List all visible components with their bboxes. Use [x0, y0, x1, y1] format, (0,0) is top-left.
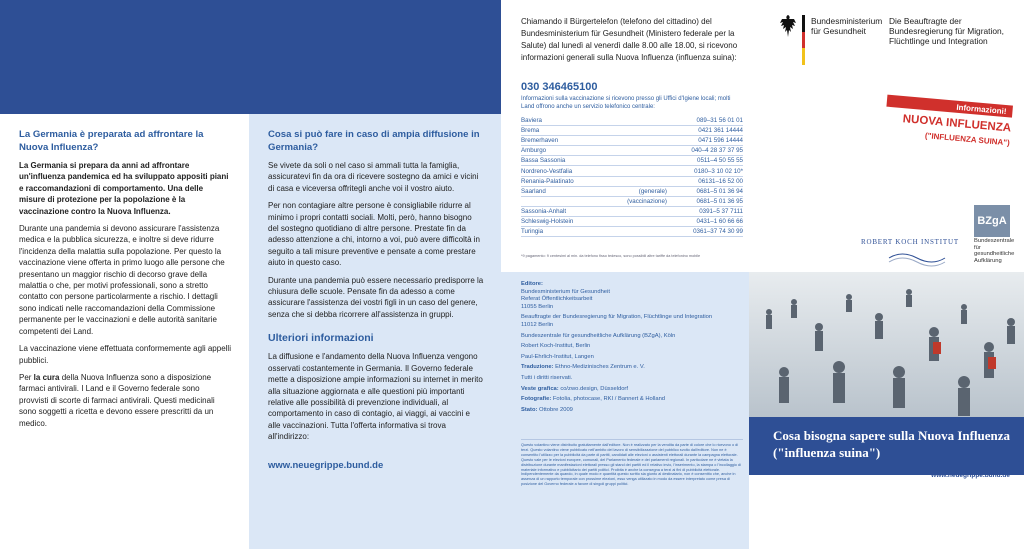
top-color-band	[249, 0, 501, 114]
hotline-phone[interactable]: 0681–5 01 36 95	[667, 196, 743, 206]
hotline-qualifier	[604, 206, 667, 216]
paragraph: Per la cura della Nuova Influenza sono a disposizione farmaci antivirali. I Land e il Governo federale sono provvisti di scorte di farmaci antivirali. Questi medicinali sono soggetti a ricetta e devono essere prescritti da un medico.	[19, 372, 215, 428]
paragraph: Per non contagiare altre persone è consigliabile ridurre al minimo i propri contatti sociali. Molti, però, hanno bisogno del sostegno quotidiano di altre persone. Prestate fin da adesso attenzione a chi, intorno a voi, può avere difficoltà in seguito a tali misure preventive e pensate a come prestare aiuto in questo caso.	[268, 201, 480, 268]
hotline-qualifier: (generale)	[604, 186, 667, 196]
imprint-line: 11012 Berlin	[521, 321, 554, 328]
stamp-label: Informazioni!	[886, 95, 1013, 118]
section-heading: Ulteriori informazioni	[268, 332, 374, 345]
hotline-qualifier	[604, 126, 667, 136]
imprint-line: Referat Öffentlichkeitsarbeit	[521, 296, 593, 303]
hotline-row	[521, 126, 743, 136]
imprint-label: Editore:	[521, 281, 543, 287]
hotline-phone[interactable]: 0511–4 50 55 55	[667, 156, 743, 166]
hotline-row	[521, 216, 743, 226]
imprint-line: Paul-Ehrlich-Institut, Langen	[521, 353, 594, 360]
paragraph: La vaccinazione viene effettuata conformemente agli appelli pubblici.	[19, 344, 231, 365]
hotline-qualifier	[604, 227, 667, 237]
crowd-photo	[749, 272, 1024, 417]
hotline-row	[521, 176, 743, 186]
hotline-state: Baviera	[521, 116, 604, 126]
hotline-row	[521, 196, 743, 206]
hotline-table	[521, 116, 743, 237]
hotline-intro: Chiamando il Bürgertelefon (telefono del cittadino) del Bundesministerium für Gesundheit (Ministero federale per la Salute) dal lunedì al venerdì dalle 8.00 alle 18.00, si ricevono informazioni generali sulla Nuova Influenza (influenza suina):	[521, 17, 738, 62]
hotline-state: Amburgo	[521, 146, 604, 156]
brochure-title: Cosa bisogna sapere sulla Nuova Influenza ("influenza suina")	[773, 428, 1011, 460]
top-color-band	[0, 0, 249, 114]
federal-eagle-icon	[779, 14, 797, 38]
hotline-state: Bremerhaven	[521, 136, 604, 146]
imprint-box	[501, 272, 749, 549]
hotline-phone[interactable]: 06131–16 52 00	[667, 176, 743, 186]
hotline-qualifier	[604, 166, 667, 176]
hotline-row	[521, 166, 743, 176]
panel-cover	[749, 0, 1024, 549]
panel-contacts	[501, 0, 749, 549]
hotline-phone[interactable]: 0421 361 14444	[667, 126, 743, 136]
hotline-phone[interactable]: 0681–5 01 36 94	[667, 186, 743, 196]
cover-url[interactable]: www.neuegrippe.bund.de	[931, 472, 1010, 479]
hotline-row	[521, 116, 743, 126]
hotline-state: Nordreno-Vestfalia	[521, 166, 604, 176]
hotline-qualifier: (vaccinazione)	[604, 196, 667, 206]
hotline-row	[521, 156, 743, 166]
hotline-row	[521, 146, 743, 156]
hotline-state: Turingia	[521, 227, 604, 237]
hotline-state	[521, 196, 604, 206]
info-stamp	[881, 95, 1013, 180]
ministry-name: Bundesministerium für Gesundheit	[811, 16, 883, 36]
footnote: *9 pagamento: 9 centesimi al min. da telefono fisso tedesco, sono possibili altre tariffe da telefonino mobile	[521, 254, 701, 258]
hotline-state: Renania-Palatinato	[521, 176, 604, 186]
imprint-line: Veste grafica: co/zwo.design, Düsseldorf	[521, 385, 628, 392]
imprint-line: Fotografie: Fotolia, photocase, RKI / Bannert & Holland	[521, 396, 666, 403]
hotline-phone[interactable]: 0471 596 14444	[667, 136, 743, 146]
paragraph: Durante una pandemia si devono assicurare l'assistenza medica e la pubblica sicurezza, e inoltre si deve ridurre l'incidenza della malattia sulla popolazione. Per questo la vaccinazione viene offerta in primo luogo alle persone che presentano un maggior rischio di decorso grave della malattia o che, per motivi professionali, sono a stretto contatto con persone particolarmente a rischio. I dettagli sono indicati nelle raccomandazioni della Commissione permanente per le vaccinazioni e delle autorità sanitarie competenti dei Land.	[19, 224, 225, 336]
stamp-subtitle: ("INFLUENZA SUINA")	[924, 131, 1011, 148]
commissioner-name: Die Beauftragte der Bundesregierung für Migration, Flüchtlinge und Integration	[889, 16, 1004, 46]
hotline-phone[interactable]: 0361–37 74 30 99	[667, 227, 743, 237]
imprint-line: 11055 Berlin	[521, 303, 554, 310]
website-link[interactable]: www.neuegrippe.bund.de	[268, 459, 384, 471]
bzga-logo: BZgA	[974, 205, 1010, 237]
hotline-qualifier	[604, 146, 667, 156]
imprint-line: Bundesministerium für Gesundheit	[521, 288, 610, 295]
stamp-title: NUOVA INFLUENZA	[902, 113, 1012, 135]
section-heading: Cosa si può fare in caso di ampia diffusione in Germania?	[268, 129, 480, 153]
hotline-qualifier	[604, 216, 667, 226]
hotline-state: Bassa Sassonia	[521, 156, 604, 166]
panel-preparedness	[0, 0, 249, 549]
hotline-row	[521, 206, 743, 216]
hotline-phone[interactable]: 0391–5 37 7111	[667, 206, 743, 216]
flag-bar-icon	[802, 15, 805, 65]
hotline-phone[interactable]: 040–4 28 37 37 95	[667, 146, 743, 156]
hotline-qualifier	[604, 156, 667, 166]
hotline-qualifier	[604, 136, 667, 146]
imprint-line: Tutti i diritti riservati.	[521, 374, 573, 381]
hotline-qualifier	[604, 176, 667, 186]
title-bar	[749, 417, 1024, 475]
hotline-note: Informazioni sulla vaccinazione si ricevono presso gli Uffici d'Igiene locali; molti Land offrono anche un servizio telefonico centrale:	[521, 96, 731, 110]
hotline-row	[521, 136, 743, 146]
hotline-row	[521, 186, 743, 196]
imprint-line: Robert Koch-Institut, Berlin	[521, 343, 591, 350]
hotline-qualifier	[604, 116, 667, 126]
hotline-row	[521, 227, 743, 237]
hotline-state: Schleswig-Holstein	[521, 216, 604, 226]
intro-paragraph: La Germania si prepara da anni ad affrontare un'influenza pandemica ed ha sviluppato appositi piani e raccomandazioni di comportamento. Una delle misure di protezione per la popolazione è la vaccinazione contro la Nuova Influenza.	[19, 161, 229, 216]
imprint-line: Traduzione: Ethno-Medizinisches Zentrum e. V.	[521, 364, 645, 371]
imprint-line: Stato: Ottobre 2009	[521, 406, 573, 413]
imprint-line: Beauftragte der Bundesregierung für Migration, Flüchtlinge und Integration	[521, 314, 713, 321]
hotline-number[interactable]: 030 346465100	[521, 81, 598, 93]
panel-spread	[249, 0, 501, 549]
rki-name: ROBERT KOCH INSTITUT	[861, 238, 959, 246]
paragraph: Se vivete da soli o nel caso si ammali tutta la famiglia, assicuratevi fin da ora di ricevere sostegno da amici e vicini di casa e viceversa offritegli anche voi il vostro aiuto.	[268, 161, 479, 193]
hotline-phone[interactable]: 089–31 56 01 01	[667, 116, 743, 126]
paragraph: La diffusione e l'andamento della Nuova Influenza vengono osservati costantemente in Germania. Il Governo federale mette a disposizione ampie informazioni su internet in merito alla situazione aggiornata e alle questioni più importanti relative alle possibilità di prevenzione individuali, al comportamento in caso di contagio, ai viaggi, ai vaccini e alle vaccinazioni. Tutta l'offerta informativa si trova all'indirizzo:	[268, 352, 483, 442]
paragraph: Durante una pandemia può essere necessario predisporre la chiusura delle scuole. Pensate fin da adesso a come assicurare l'assistenza dei vostri figli in un caso del genere, senza che si debba ricorrere all'assistenza in gruppi.	[268, 275, 484, 319]
hotline-phone[interactable]: 0431–1 60 66 66	[667, 216, 743, 226]
bzga-name: Bundeszentrale für gesundheitliche Aufklärung	[974, 238, 1015, 264]
hotline-phone[interactable]: 0180–3 10 02 10*	[667, 166, 743, 176]
legal-notice: Questo volantino viene distribuito gratuitamente dall'editore. Non è realizzato per la vendita da parte di colore che lo ricevono o di terzi. Questo volantino viene pubblicato nell'ambito del lavoro di sensibilizzazione del pubblico svolto dall'editore. Non ne è consentito l'utilizzo per la pubblicità da parte di partiti, candidati alle elezioni o assistenti elettorali durante la campagna elettorale. Questo vale per le elezioni europee, comunali, del Parlamento federale e dei parlamenti regionali. In particolare ne è vietata la distribuzione durante manifestazioni elettorali presso gli stand dei partiti ed il relativo invio, l'inserimento, la stampa o l'incollaggio di materiale informativo e pubblicitario dei partiti politici. Proibita è anche la consegna a terzi ai fini di pubblicità elettorale. Indipendentemente da quando, in quale modo e quantità questo scritto sia giunto al destinatario, non è consentito che, anche in assenza di un rapporto temporale con prossime elezioni, esso venga utilizzato in modo da essere interpretato come presa di posizione del Governo federale a favore di singoli gruppi politici.	[521, 439, 743, 487]
hotline-state: Brema	[521, 126, 604, 136]
section-heading: La Germania è preparata ad affrontare la Nuova Influenza?	[19, 129, 204, 153]
hotline-state: Saarland	[521, 186, 604, 196]
imprint-line: Bundeszentrale für gesundheitliche Aufklärung (BZgA), Köln	[521, 332, 676, 339]
rki-logo-icon	[887, 248, 947, 268]
hotline-state: Sassonia-Anhalt	[521, 206, 604, 216]
